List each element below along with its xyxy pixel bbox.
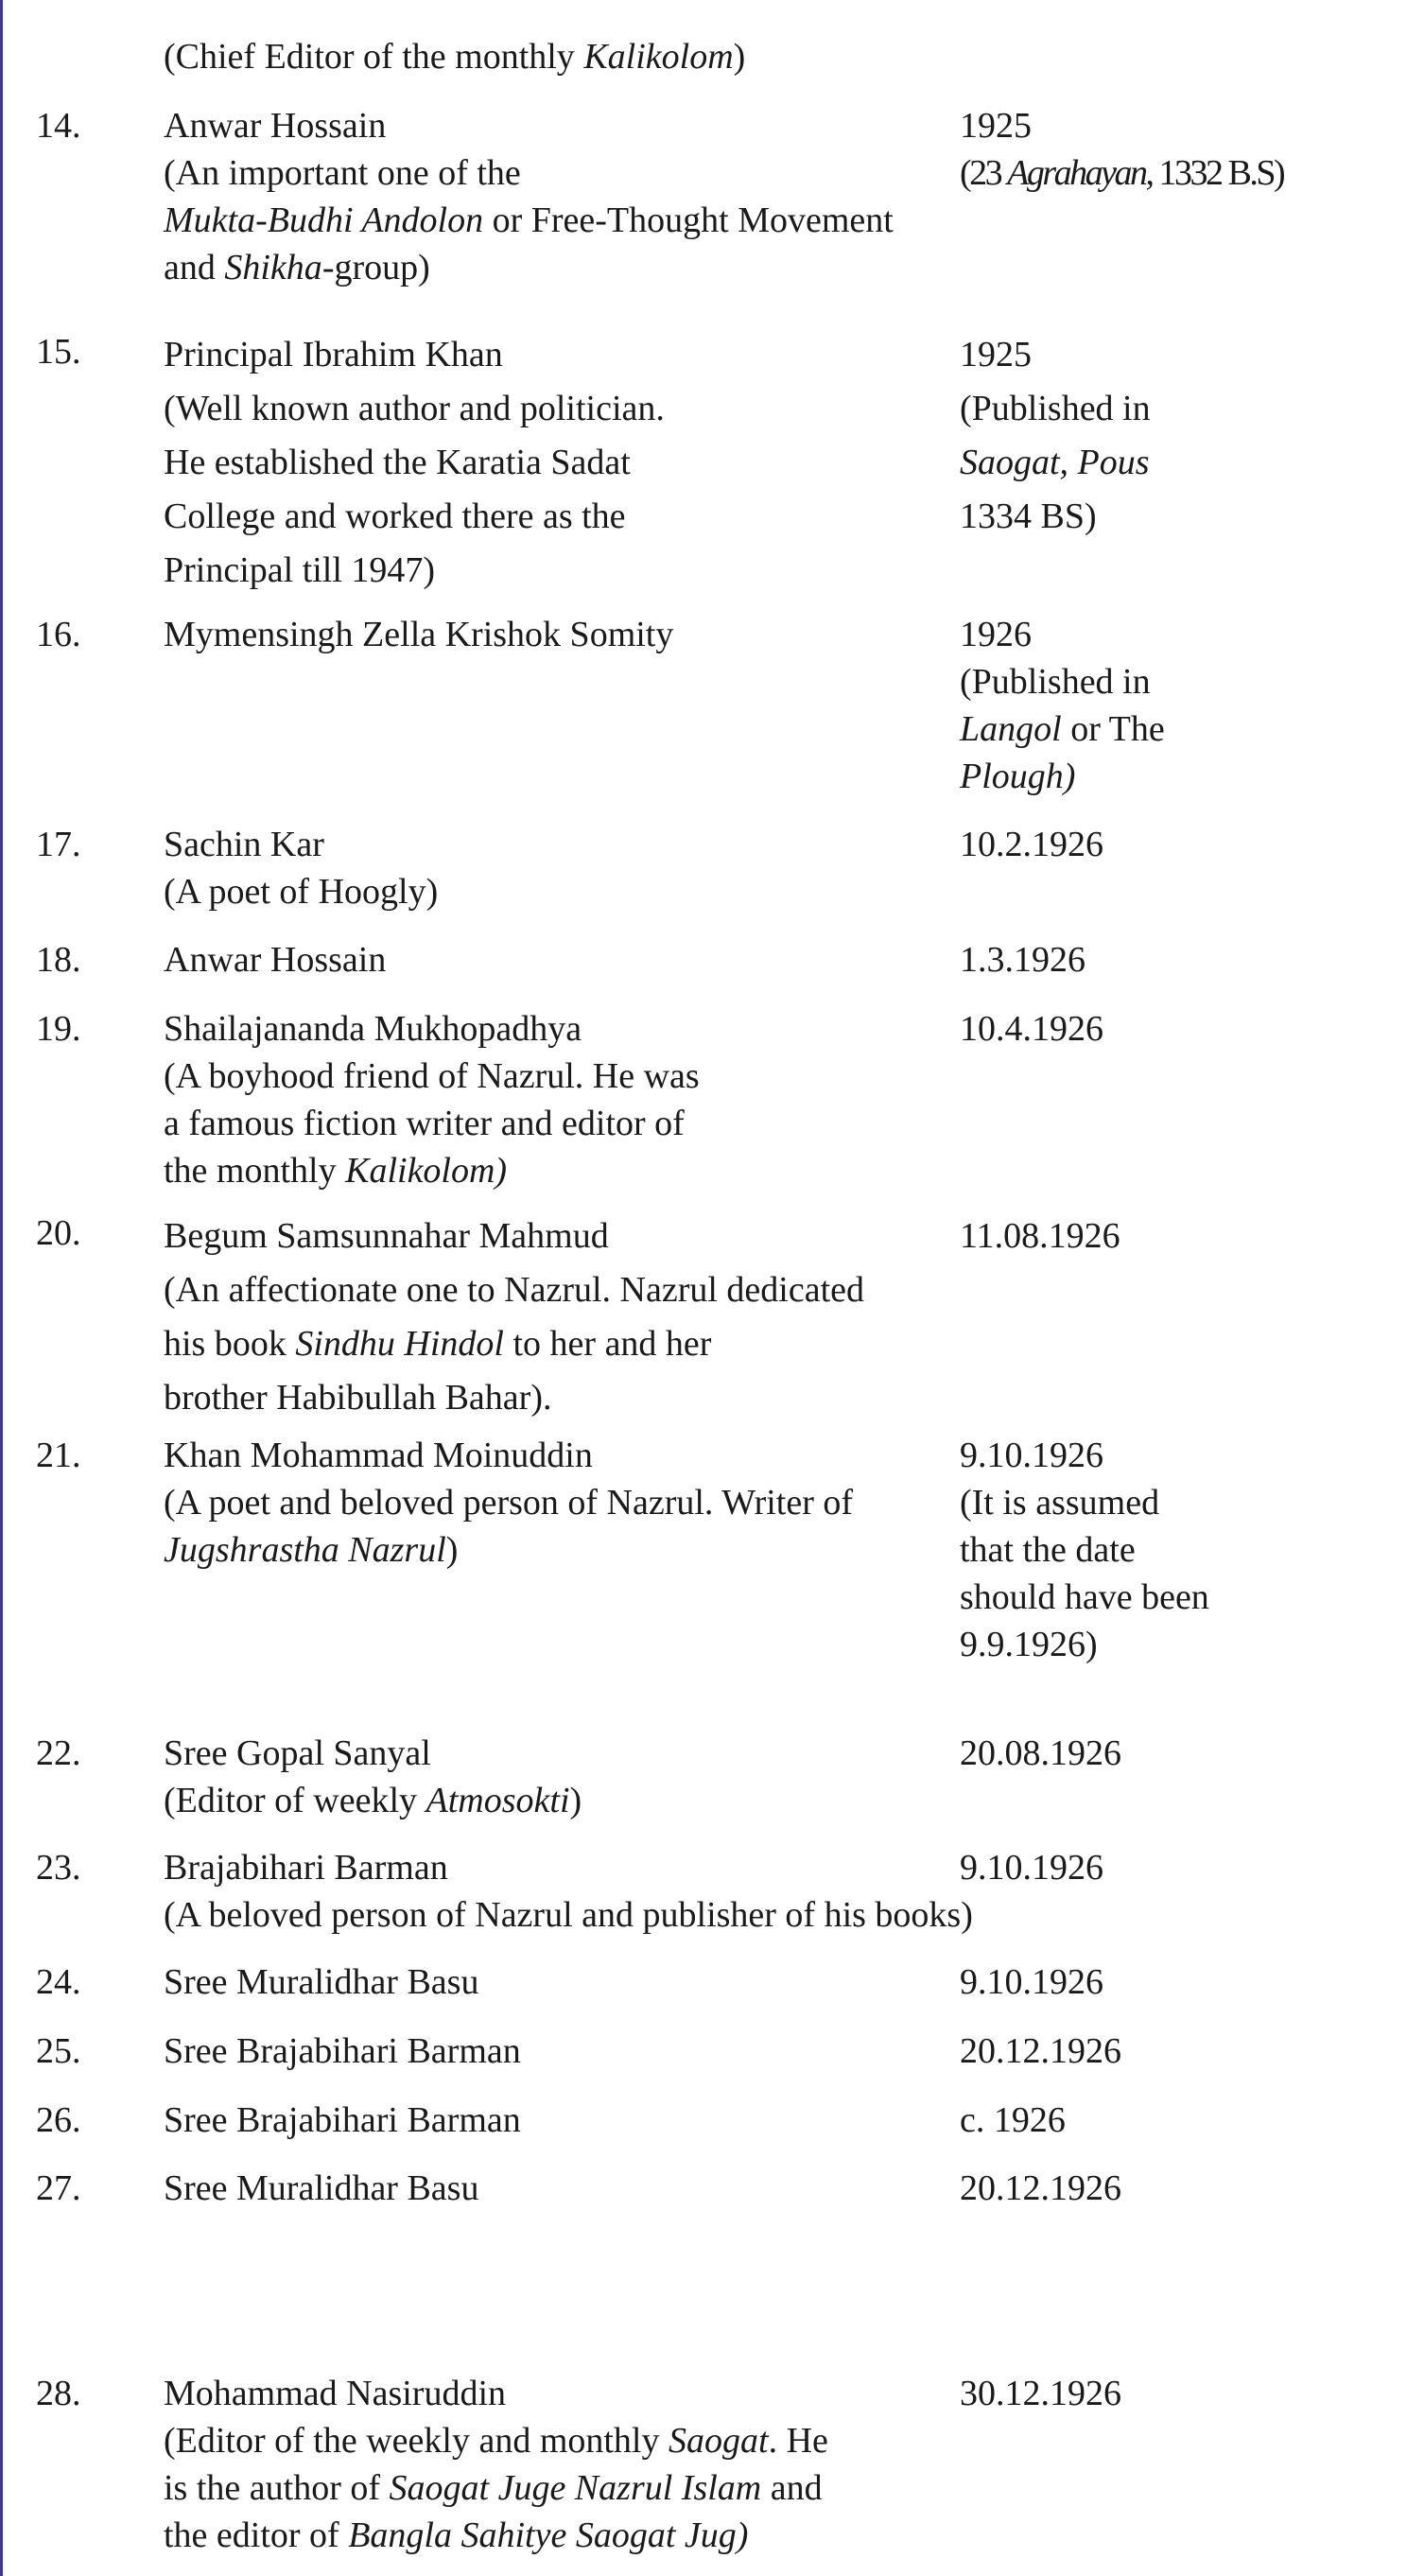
entry-name: [164, 1005, 700, 1194]
name-line: Sree Muralidhar Basu: [164, 2168, 479, 2208]
name-line: a famous fiction writer and editor of: [164, 1104, 685, 1143]
name-line: (Editor of the weekly and monthly Saogat. He: [164, 2421, 828, 2461]
name-line: (A poet of Hoogly): [164, 872, 439, 912]
date-line: 9.10.1926: [960, 1848, 1103, 1888]
page-left-border: [0, 0, 3, 2576]
date-line: 20.12.1926: [960, 2031, 1121, 2071]
name-line: Sree Gopal Sanyal: [164, 1733, 431, 1773]
date-line: 30.12.1926: [960, 2374, 1121, 2413]
date-line: 9.10.1926: [960, 1436, 1103, 1475]
entry-date: [960, 328, 1151, 544]
entry-name: [164, 1958, 478, 2006]
entry-name: [164, 2370, 828, 2559]
entry-name: [164, 33, 745, 80]
entry-number: 27.: [36, 2168, 81, 2208]
name-line: (Editor of weekly Atmosokti): [164, 1781, 582, 1820]
date-line: 10.2.1926: [960, 825, 1103, 864]
entry-date: [960, 2165, 1121, 2212]
date-line: that the date: [960, 1530, 1136, 1570]
entry-number: 14.: [36, 106, 81, 146]
name-line: Sachin Kar: [164, 825, 324, 864]
name-line: He established the Karatia Sadat: [164, 443, 631, 482]
entry-name: [164, 611, 673, 658]
entry-date: [960, 821, 1103, 868]
date-line: 9.9.1926): [960, 1625, 1098, 1664]
entry-date: [960, 1730, 1121, 1777]
date-line: Langol or The: [960, 709, 1165, 749]
name-line: (A boyhood friend of Nazrul. He was: [164, 1056, 700, 1096]
entry-number: 17.: [36, 825, 81, 864]
entry-number: 28.: [36, 2374, 81, 2413]
date-line: 1926: [960, 615, 1032, 654]
entry-number: 24.: [36, 1962, 81, 2002]
entry-date: [960, 2097, 1066, 2144]
entry-date: [960, 2370, 1121, 2417]
entry-number: 19.: [36, 1009, 81, 1049]
name-line: Mohammad Nasiruddin: [164, 2374, 507, 2413]
entry-date: [960, 1005, 1103, 1053]
date-line: should have been: [960, 1577, 1209, 1617]
date-line: (23 Agrahayan, 1332 B.S): [960, 153, 1284, 193]
entry-number: 25.: [36, 2031, 81, 2071]
name-line: Sree Brajabihari Barman: [164, 2031, 521, 2071]
entry-date: [960, 936, 1085, 983]
name-line: Mukta-Budhi Andolon or Free-Thought Movement: [164, 200, 894, 240]
entry-date: [960, 1958, 1103, 2006]
date-line: c. 1926: [960, 2100, 1066, 2140]
date-line: 11.08.1926: [960, 1216, 1120, 1256]
name-line: and Shikha-group): [164, 248, 430, 287]
name-line: is the author of Saogat Juge Nazrul Islam and: [164, 2468, 823, 2508]
entry-name: [164, 1844, 973, 1939]
entry-name: [164, 936, 386, 983]
entry-name: [164, 1730, 582, 1824]
entry-name: [164, 1432, 853, 1574]
entry-number: 26.: [36, 2100, 81, 2140]
name-line: the monthly Kalikolom): [164, 1151, 508, 1191]
name-line: (A beloved person of Nazrul and publisher of his books): [164, 1895, 973, 1935]
entry-number: 16.: [36, 615, 81, 654]
date-line: 9.10.1926: [960, 1962, 1103, 2002]
entry-name: [164, 2097, 521, 2144]
name-line: Principal Ibrahim Khan: [164, 335, 503, 374]
name-line: College and worked there as the: [164, 496, 626, 536]
entry-name: [164, 102, 894, 291]
date-line: (Published in: [960, 662, 1151, 702]
entry-number: 18.: [36, 940, 81, 980]
name-line: the editor of Bangla Sahitye Saogat Jug): [164, 2515, 749, 2555]
entry-date: [960, 102, 1283, 197]
entry-name: [164, 2165, 478, 2212]
name-line: Begum Samsunnahar Mahmud: [164, 1216, 609, 1256]
name-line: (A poet and beloved person of Nazrul. Writer of: [164, 1483, 854, 1523]
entry-name: [164, 821, 438, 915]
date-line: 20.08.1926: [960, 1733, 1121, 1773]
name-line: Sree Muralidhar Basu: [164, 1962, 479, 2002]
date-line: 1925: [960, 335, 1032, 374]
entry-date: [960, 1210, 1120, 1263]
date-line: Plough): [960, 757, 1076, 796]
name-line: his book Sindhu Hindol to her and her: [164, 1324, 712, 1364]
name-line: Sree Brajabihari Barman: [164, 2100, 521, 2140]
name-line: (An important one of the: [164, 153, 521, 193]
date-line: 1.3.1926: [960, 940, 1085, 980]
name-line: Anwar Hossain: [164, 940, 387, 980]
entry-date: [960, 1432, 1209, 1668]
name-line: Jugshrastha Nazrul): [164, 1530, 459, 1570]
name-line: Shailajananda Mukhopadhya: [164, 1009, 582, 1049]
name-line: (Chief Editor of the monthly Kalikolom): [164, 37, 746, 77]
entry-number: 20.: [36, 1213, 81, 1253]
name-line: Mymensingh Zella Krishok Somity: [164, 615, 674, 654]
name-line: Principal till 1947): [164, 550, 436, 590]
entry-name: [164, 1210, 864, 1425]
date-line: (It is assumed: [960, 1483, 1160, 1523]
entry-name: [164, 328, 665, 598]
entry-name: [164, 2028, 521, 2075]
entry-number: 21.: [36, 1436, 81, 1475]
date-line: (Published in: [960, 389, 1151, 428]
date-line: 10.4.1926: [960, 1009, 1103, 1049]
entry-date: [960, 1844, 1103, 1891]
entry-date: [960, 611, 1165, 800]
name-line: (An affectionate one to Nazrul. Nazrul dedicated: [164, 1270, 864, 1310]
date-line: 1925: [960, 106, 1032, 146]
name-line: Khan Mohammad Moinuddin: [164, 1436, 593, 1475]
date-line: Saogat, Pous: [960, 443, 1150, 482]
name-line: brother Habibullah Bahar).: [164, 1378, 552, 1418]
name-line: Brajabihari Barman: [164, 1848, 448, 1888]
name-line: Anwar Hossain: [164, 106, 387, 146]
name-line: (Well known author and politician.: [164, 389, 665, 428]
entry-number: 15.: [36, 332, 81, 372]
entry-number: 23.: [36, 1848, 81, 1888]
entry-date: [960, 2028, 1121, 2075]
entry-number: 22.: [36, 1733, 81, 1773]
date-line: 20.12.1926: [960, 2168, 1121, 2208]
date-line: 1334 BS): [960, 496, 1097, 536]
